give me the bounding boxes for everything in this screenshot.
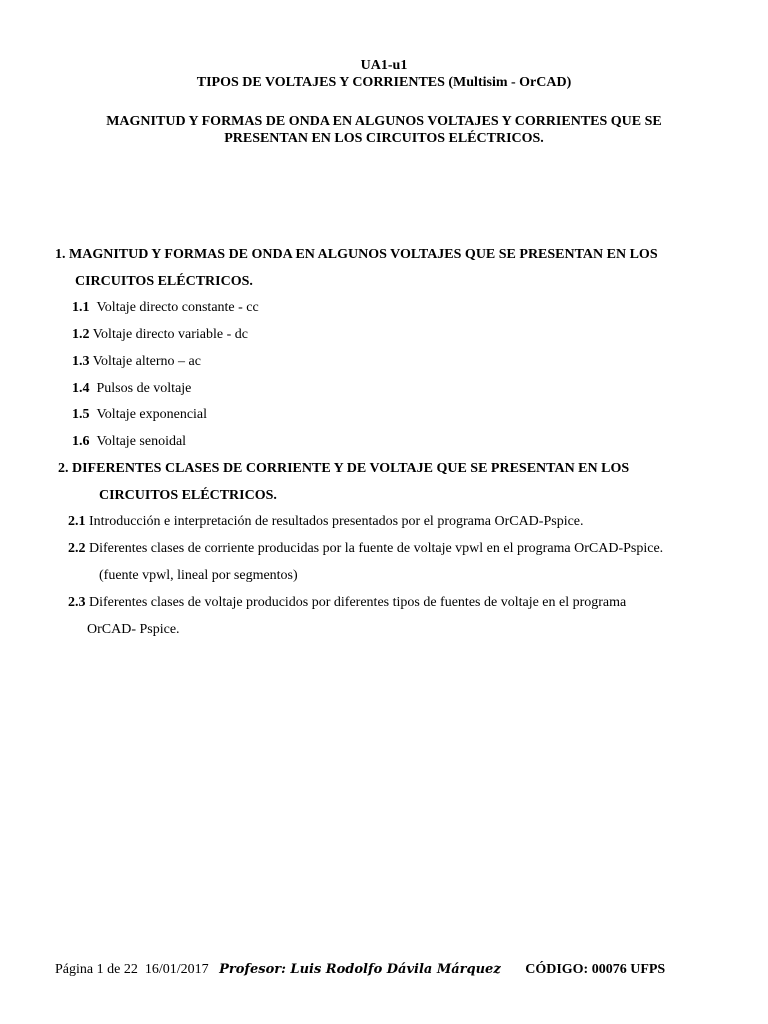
section1-heading-cont: CIRCUITOS ELÉCTRICOS.	[75, 274, 253, 289]
section2-heading: 2. DIFERENTES CLASES DE CORRIENTE Y DE VOLTAJE QUE SE PRESENTAN EN LOS	[58, 461, 630, 476]
page-footer	[55, 961, 665, 979]
item-number: 1.3	[72, 354, 90, 369]
list-item	[72, 353, 201, 371]
item-number: 1.6	[72, 434, 90, 449]
document-subtitle-line1: MAGNITUD Y FORMAS DE ONDA EN ALGUNOS VOLTAJES Y CORRIENTES QUE SE	[106, 114, 662, 129]
item-text: Voltaje exponencial	[96, 407, 208, 422]
list-item	[72, 380, 191, 398]
list-item	[72, 433, 186, 451]
item-number: 1.5	[72, 407, 90, 422]
item-number: 2.2	[68, 541, 86, 556]
item-text: Introducción e interpretación de resultados presentados por el programa OrCAD-Pspice.	[89, 514, 584, 529]
item-number: 1.4	[72, 381, 90, 396]
item-text: Voltaje directo variable - dc	[92, 327, 248, 342]
document-title: TIPOS DE VOLTAJES Y CORRIENTES (Multisim - OrCAD)	[196, 75, 572, 90]
item-text: Voltaje directo constante - cc	[96, 300, 259, 315]
item-text: Pulsos de voltaje	[96, 381, 192, 396]
section1-heading: 1. MAGNITUD Y FORMAS DE ONDA EN ALGUNOS VOLTAJES QUE SE PRESENTAN EN LOS	[55, 247, 658, 262]
list-item	[68, 513, 584, 531]
list-item	[72, 406, 207, 424]
professor-name: Profesor: Luis Rodolfo Dávila Márquez	[219, 962, 501, 977]
list-item-cont: (fuente vpwl, lineal por segmentos)	[99, 568, 298, 583]
list-item	[72, 299, 259, 317]
item-number: 1.2	[72, 327, 90, 342]
list-item	[68, 594, 626, 612]
item-text: Diferentes clases de corriente producidas por la fuente de voltaje vpwl en el programa OrCAD-Pspice.	[89, 541, 664, 556]
footer-date: 16/01/2017	[144, 962, 209, 977]
section2-heading-cont: CIRCUITOS ELÉCTRICOS.	[99, 488, 277, 503]
course-code: CÓDIGO: 00076 UFPS	[525, 962, 666, 977]
item-number: 2.3	[68, 595, 86, 610]
item-text: Voltaje alterno – ac	[92, 354, 201, 369]
document-subtitle-line2: PRESENTAN EN LOS CIRCUITOS ELÉCTRICOS.	[224, 131, 544, 146]
item-text: Voltaje senoidal	[96, 434, 187, 449]
page-number: Página 1 de 22	[55, 962, 138, 977]
list-item	[68, 540, 663, 558]
item-number: 1.1	[72, 300, 90, 315]
list-item-cont: OrCAD- Pspice.	[87, 622, 180, 637]
item-number: 2.1	[68, 514, 86, 529]
list-item	[72, 326, 248, 344]
document-code: UA1-u1	[360, 58, 408, 73]
item-text: Diferentes clases de voltaje producidos por diferentes tipos de fuentes de voltaje en el programa	[89, 595, 627, 610]
